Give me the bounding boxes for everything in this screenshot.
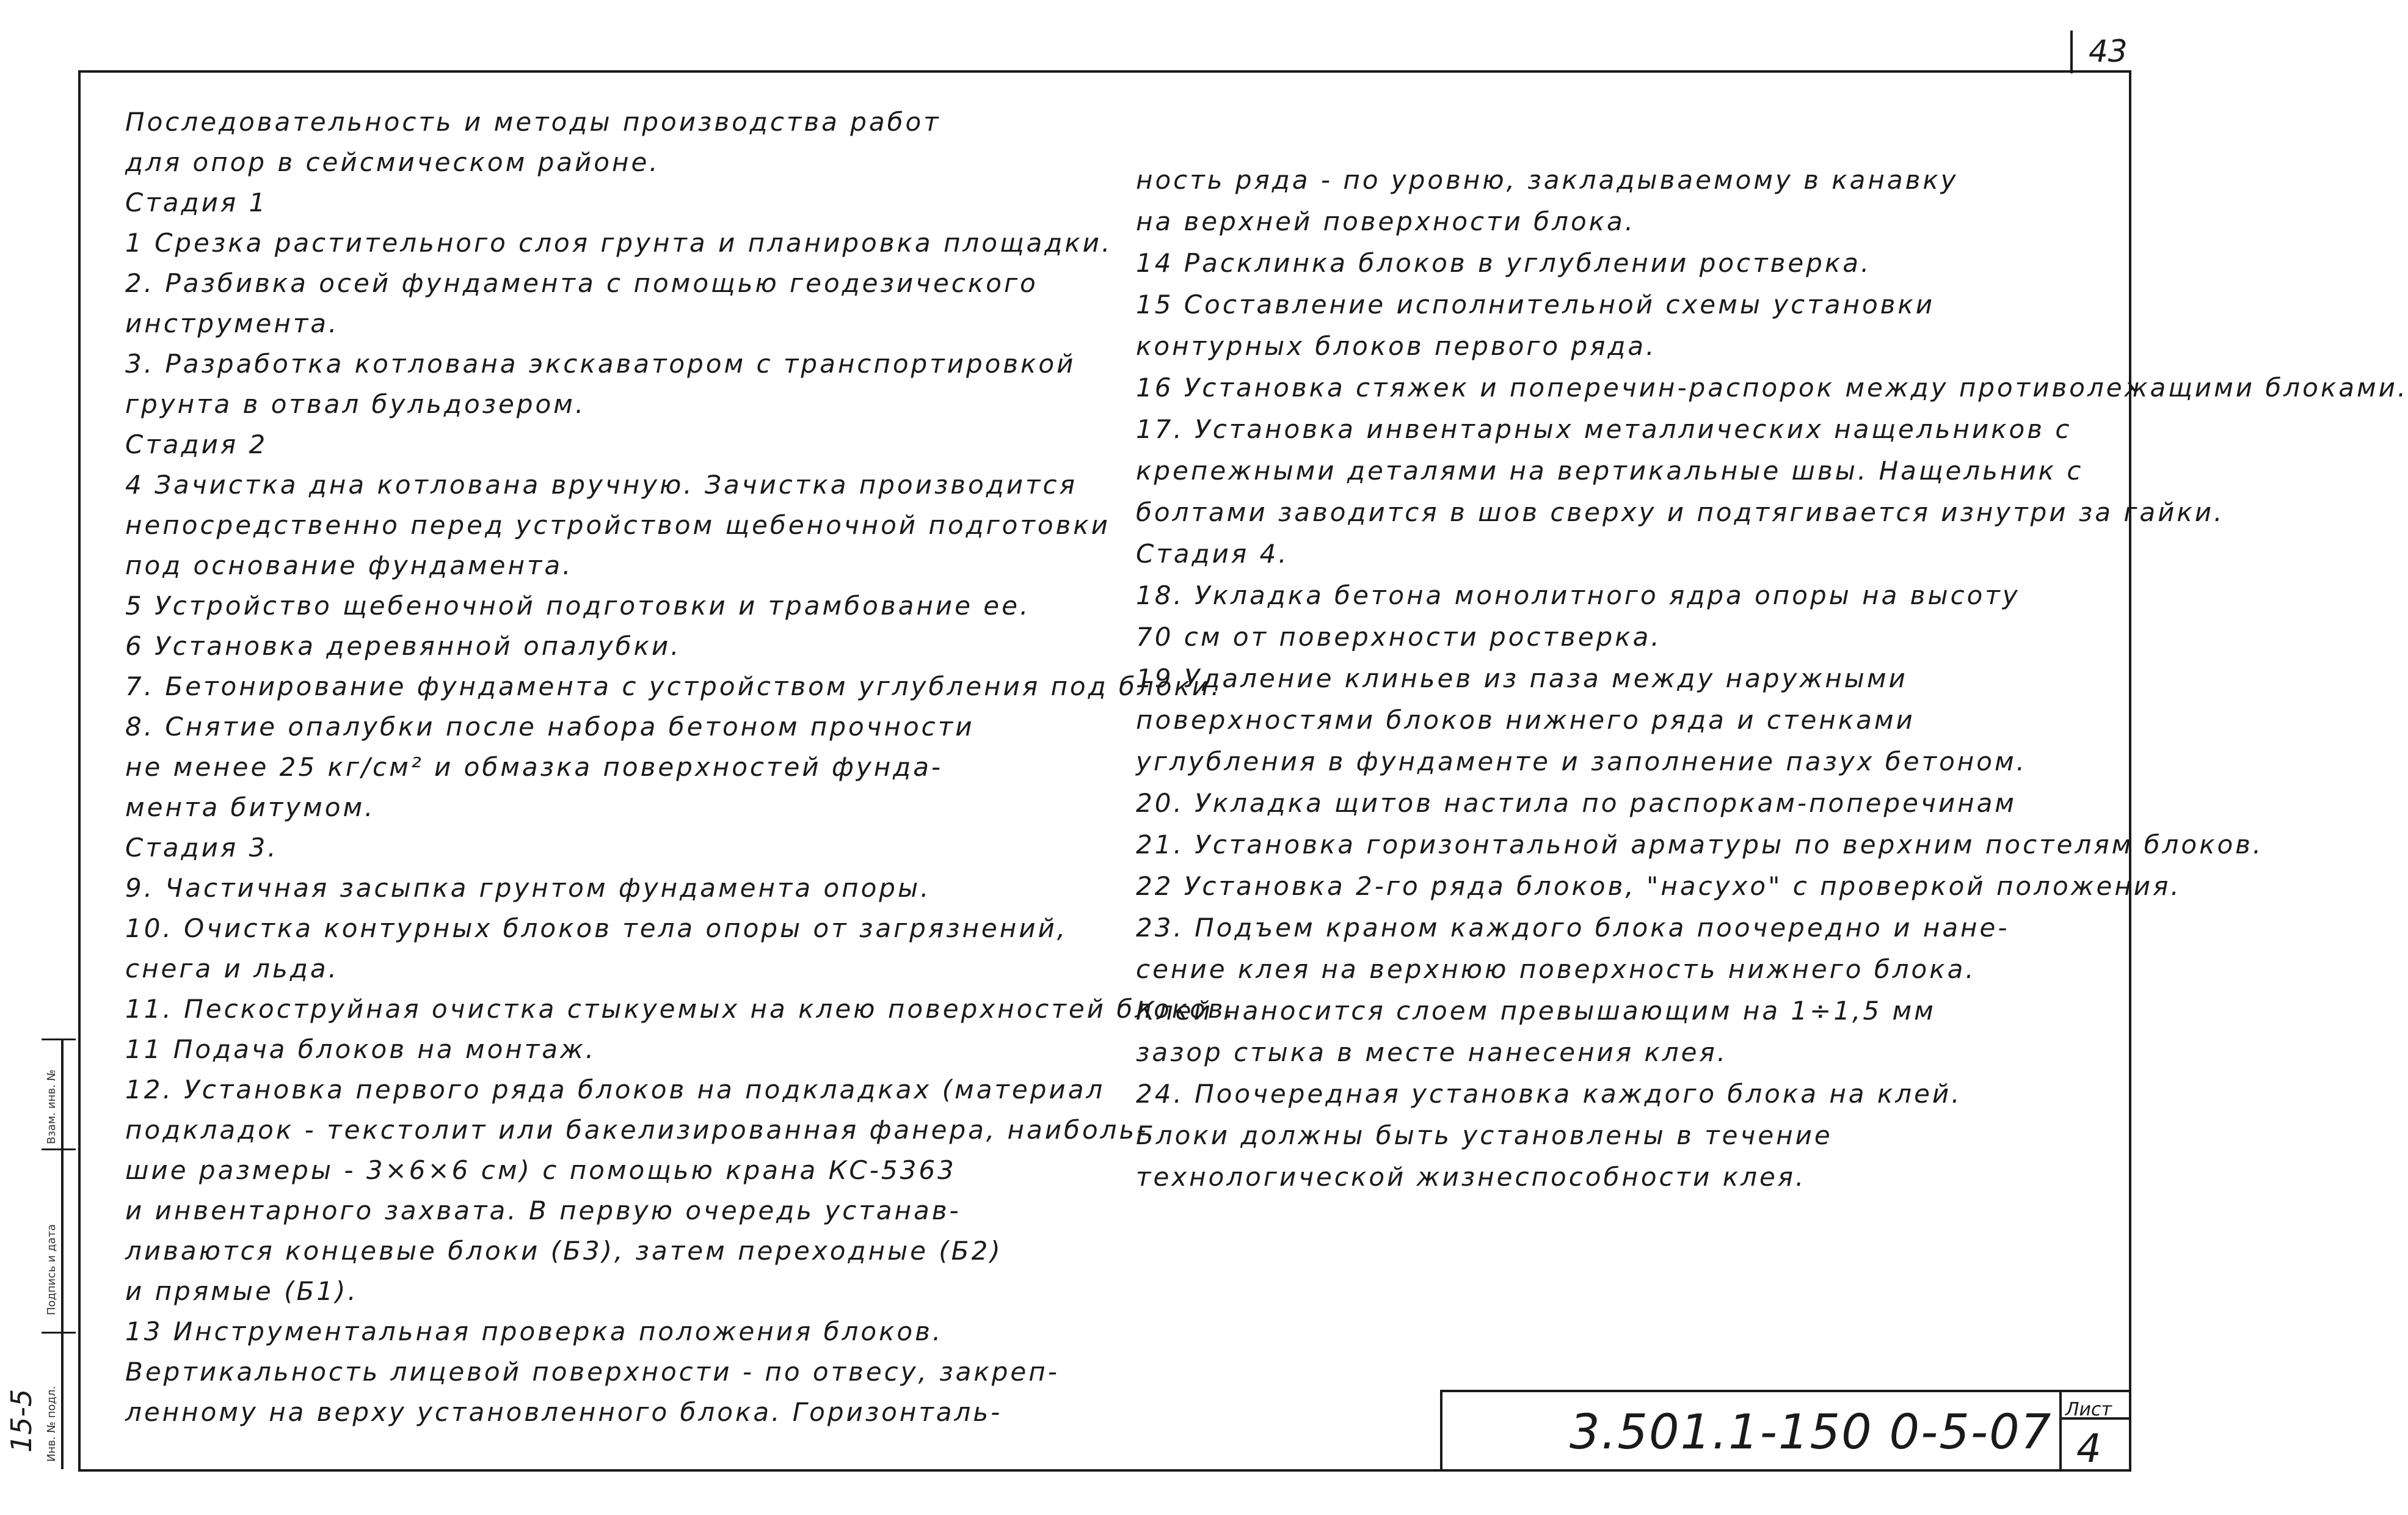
text-line: 17. Установка инвентарных металлических нащельников с: [1136, 414, 2072, 444]
stamp-top-line: [1441, 1390, 2131, 1392]
side-label-signature: Подпись и дата: [45, 1224, 58, 1315]
page-number: 43: [2089, 34, 2128, 69]
text-line: ленному на верху установленного блока. Горизонталь-: [125, 1397, 1003, 1427]
text-line: 18. Укладка бетона монолитного ядра опоры на высоту: [1136, 580, 2020, 610]
text-line: 3. Разработка котлована экскаватором с транспортировкой: [125, 349, 1076, 379]
text-line: 23. Подъем краном каждого блока поочередно и нане-: [1136, 913, 2010, 943]
text-line: Блоки должны быть установлены в течение: [1136, 1120, 1833, 1150]
text-line: мента битумом.: [125, 792, 376, 822]
text-line: ливаются концевые блоки (Б3), затем переходные (Б2): [125, 1236, 1003, 1266]
frame-bottom-line: [79, 1469, 2131, 1472]
text-line: 10. Очистка контурных блоков тела опоры от загрязнений,: [125, 913, 1068, 943]
side-label-replacement: Взам. инв. №: [45, 1069, 58, 1144]
text-line: болтами заводится в шов сверху и подтягивается изнутри за гайки.: [1136, 497, 2225, 527]
side-label-inventory: Инв. № подл.: [45, 1385, 58, 1462]
frame-top-line: [79, 70, 2131, 73]
text-line: технологической жизнеспособности клея.: [1136, 1162, 1806, 1192]
text-line: снега и льда.: [125, 954, 339, 984]
text-line: на верхней поверхности блока.: [1136, 206, 1636, 236]
text-line: под основание фундамента.: [125, 550, 573, 580]
text-line: 22 Установка 2-го ряда блоков, "насухо" с проверкой положения.: [1136, 871, 2181, 901]
text-line: зазор стыка в месте нанесения клея.: [1136, 1037, 1728, 1067]
text-line: крепежными деталями на вертикальные швы. Нащельник с: [1136, 456, 2084, 486]
text-line: 15 Составление исполнительной схемы установки: [1136, 290, 1935, 319]
side-cell: [42, 1148, 76, 1334]
side-strip-divider: [61, 1039, 64, 1469]
text-line: 11 Подача блоков на монтаж.: [125, 1034, 597, 1064]
text-line: ность ряда - по уровню, закладываемому в канавку: [1136, 165, 1959, 195]
text-line: не менее 25 кг/см² и обмазка поверхностей фунда-: [125, 752, 944, 782]
text-line: подкладок - текстолит или бакелизированная фанера, наиболь-: [125, 1115, 1149, 1145]
text-line: 21. Установка горизонтальной арматуры по верхним постелям блоков.: [1136, 830, 2264, 860]
text-line: 70 см от поверхности ростверка.: [1136, 622, 1662, 652]
text-line: 16 Установка стяжек и поперечин-распорок между противолежащими блоками.: [1136, 373, 2408, 403]
text-line: и прямые (Б1).: [125, 1276, 358, 1306]
text-line: сение клея на верхнюю поверхность нижнего блока.: [1136, 954, 1976, 984]
text-line: 11. Пескоструйная очистка стыкуемых на клею поверхностей блоков.: [125, 994, 1236, 1024]
text-line: Стадия 3.: [125, 833, 278, 863]
text-line: 1 Срезка растительного слоя грунта и планировка площадки.: [125, 228, 1113, 258]
stamp-sheet-divider: [2059, 1390, 2062, 1472]
document-code: 3.501.1-150 0-5-07: [1570, 1405, 2053, 1460]
text-line: непосредственно перед устройством щебеночной подготовки: [125, 510, 1110, 540]
text-line: 14 Расклинка блоков в углублении ростверка.: [1136, 248, 1872, 278]
side-strip: [42, 1039, 76, 1466]
text-line: углубления в фундаменте и заполнение пазух бетоном.: [1136, 747, 2027, 776]
text-line: грунта в отвал бульдозером.: [125, 389, 586, 419]
side-cell: [42, 1039, 76, 1150]
text-line: поверхностями блоков нижнего ряда и стенками: [1136, 705, 1915, 735]
text-line: 4 Зачистка дна котлована вручную. Зачистка производится: [125, 470, 1077, 500]
side-cell: [42, 1332, 76, 1468]
text-line: Последовательность и методы производства работ: [125, 107, 941, 137]
text-line: 7. Бетонирование фундамента с устройством углубления под блоки.: [125, 671, 1222, 701]
text-line: 9. Частичная засыпка грунтом фундамента опоры.: [125, 873, 931, 903]
sheet-label: Лист: [2065, 1399, 2112, 1420]
text-line: и инвентарного захвата. В первую очередь устанав-: [125, 1196, 961, 1225]
text-line: контурных блоков первого ряда.: [1136, 331, 1657, 361]
text-line: шие размеры - 3×6×6 см) с помощью крана КС-5363: [125, 1155, 956, 1185]
page-number-divider: [2070, 31, 2073, 73]
text-line: 2. Разбивка осей фундамента с помощью геодезического: [125, 268, 1038, 298]
text-line: Клей наносится слоем превышающим на 1÷1,5 мм: [1136, 996, 1936, 1026]
text-line: 5 Устройство щебеночной подготовки и трамбование ее.: [125, 591, 1031, 621]
stamp-left-line: [1440, 1390, 1442, 1472]
text-line: 19 Удаление клиньев из паза между наружными: [1136, 663, 1908, 693]
text-line: инструмента.: [125, 308, 340, 338]
text-line: 6 Установка деревянной опалубки.: [125, 631, 682, 661]
frame-left-line: [78, 70, 81, 1472]
text-line: для опор в сейсмическом районе.: [125, 147, 660, 177]
text-line: 13 Инструментальная проверка положения блоков.: [125, 1316, 944, 1346]
text-line: Стадия 2: [125, 429, 268, 459]
frame-right-line: [2129, 70, 2131, 1472]
inventory-number: 15-5: [5, 1389, 38, 1453]
sheet-number: 4: [2076, 1426, 2101, 1472]
text-line: 8. Снятие опалубки после набора бетоном прочности: [125, 712, 975, 742]
text-line: 24. Поочередная установка каждого блока на клей.: [1136, 1079, 1962, 1109]
text-line: Стадия 4.: [1136, 539, 1289, 569]
text-line: Вертикальность лицевой поверхности - по отвесу, закреп-: [125, 1357, 1060, 1387]
text-line: Стадия 1: [125, 188, 268, 217]
text-line: 12. Установка первого ряда блоков на подкладках (материал: [125, 1075, 1105, 1104]
text-line: 20. Укладка щитов настила по распоркам-поперечинам: [1136, 788, 2017, 818]
